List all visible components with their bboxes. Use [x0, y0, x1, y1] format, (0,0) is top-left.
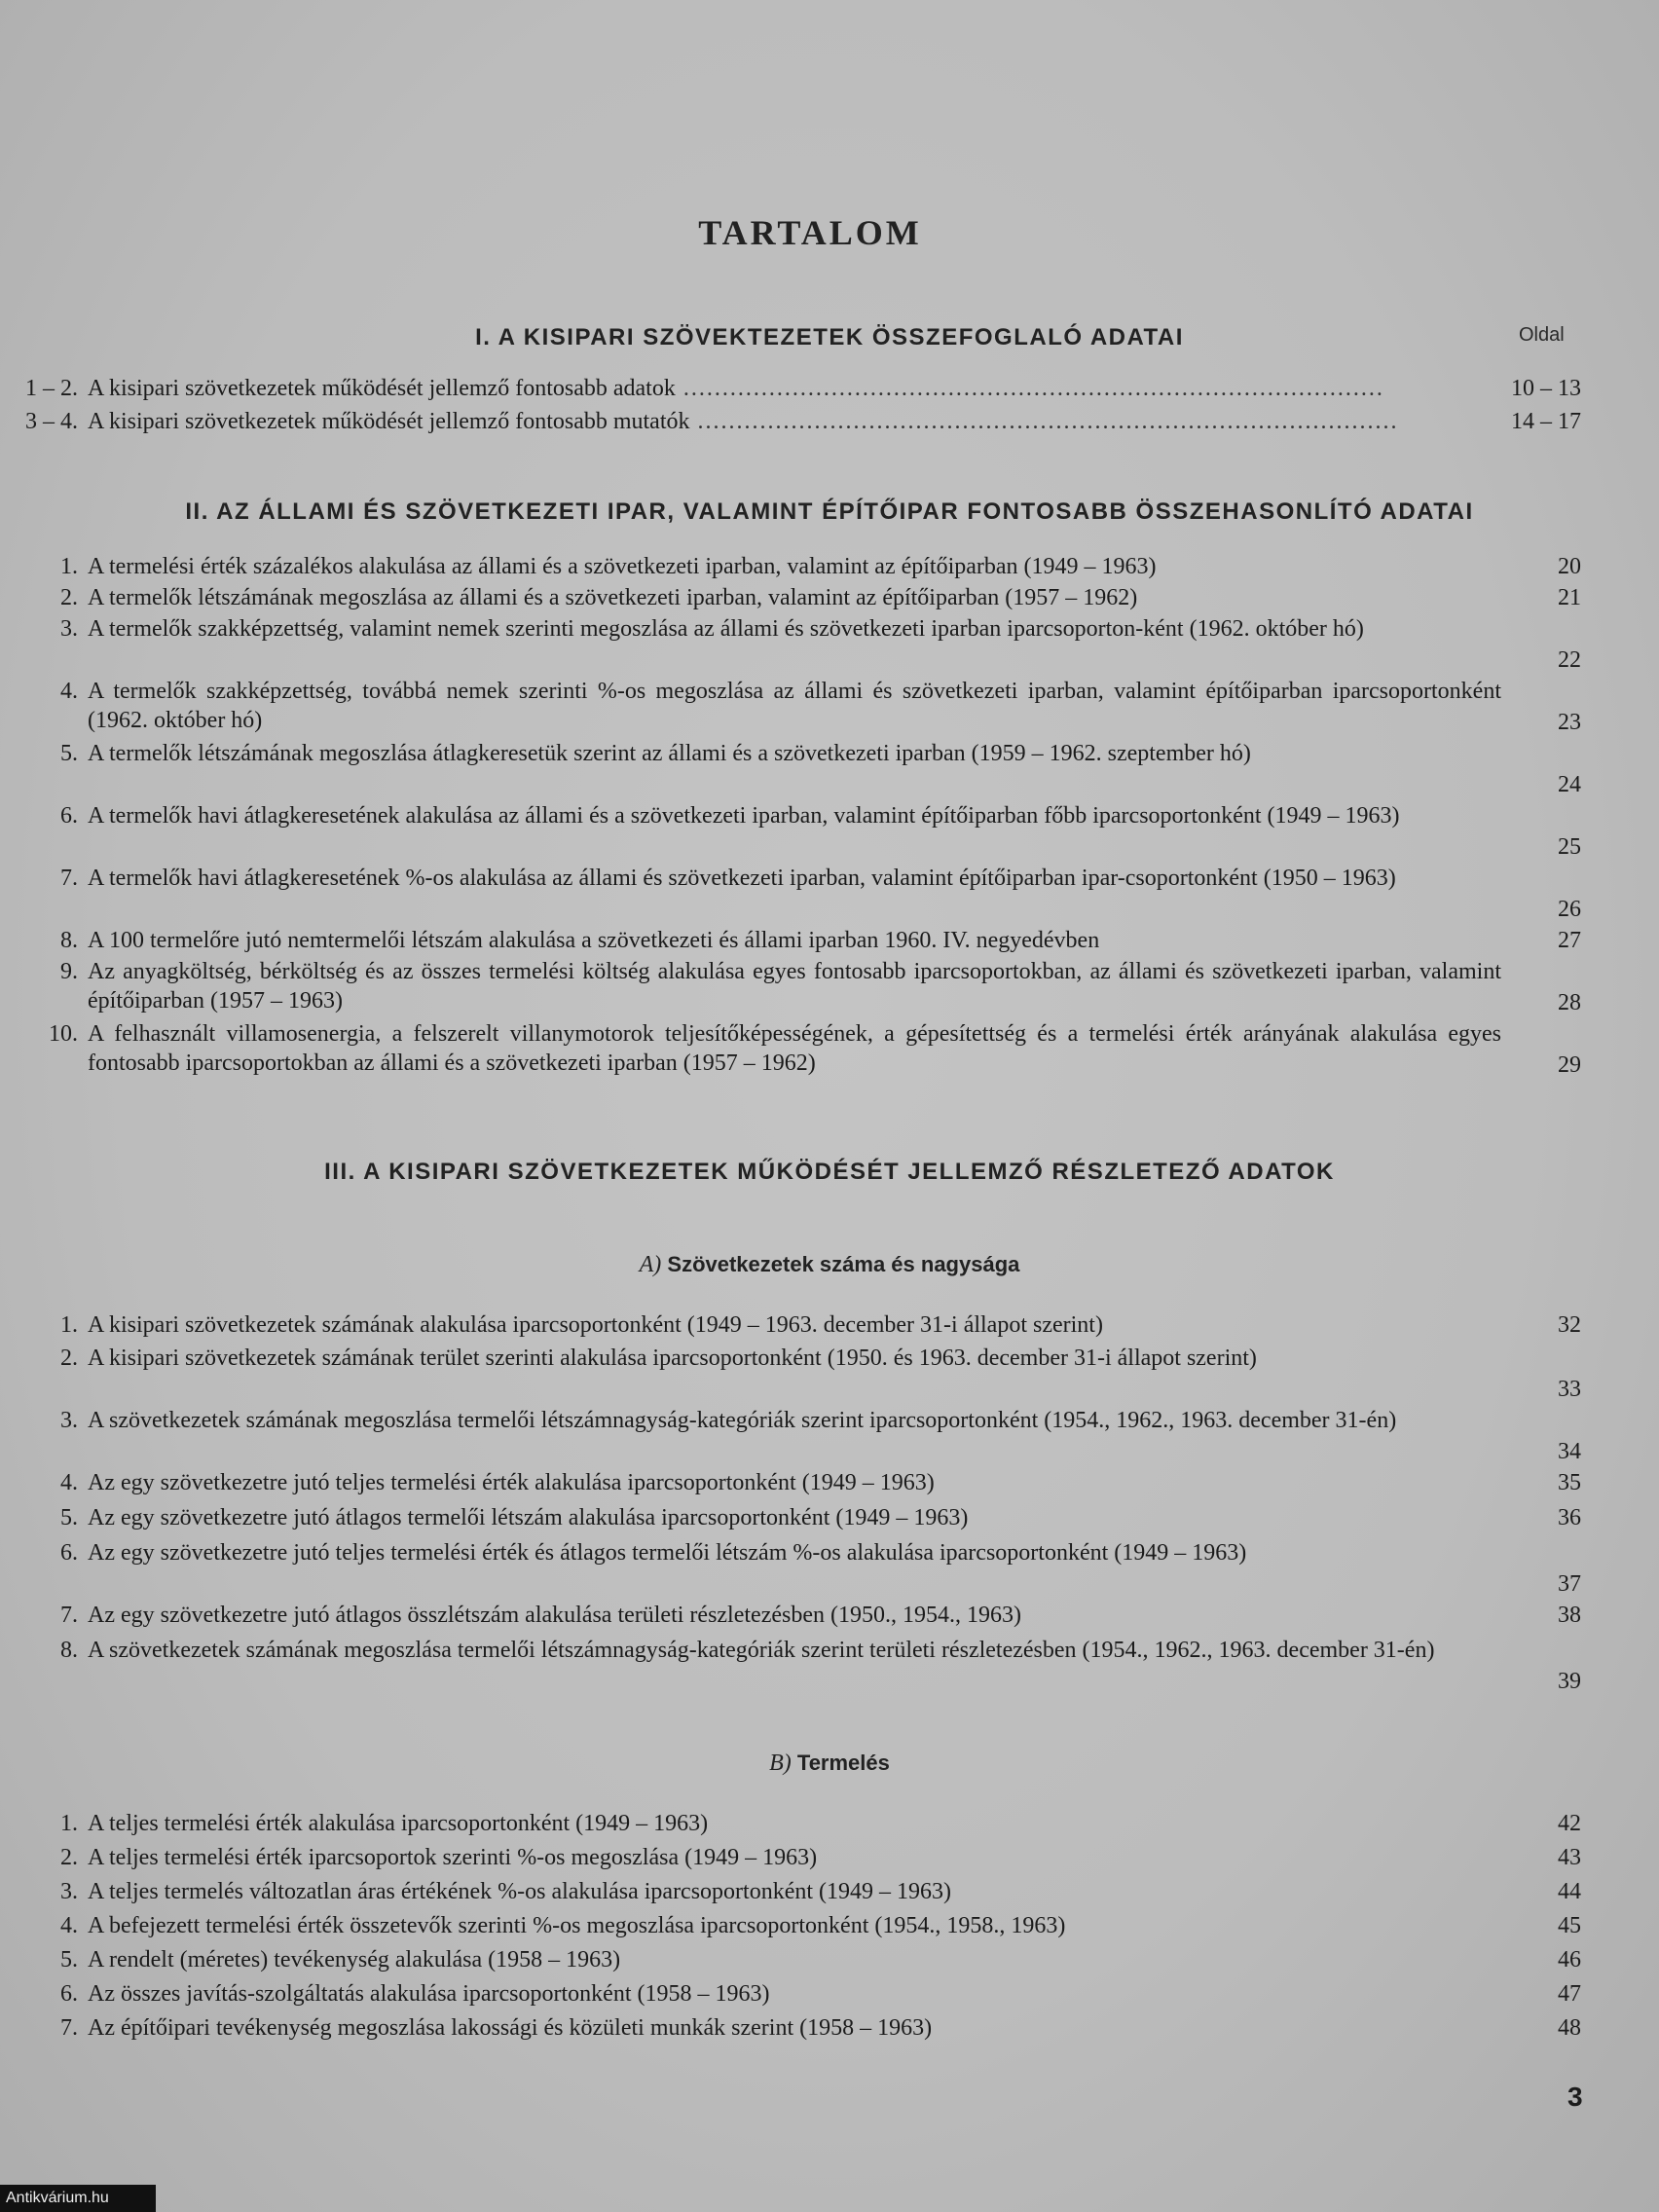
entry-number: 3.: [60, 1879, 78, 1904]
entry-title: A rendelt (méretes) tevékenység alakulása (1958 – 1963): [88, 1947, 621, 1972]
entry-page: 48: [1558, 2015, 1581, 2041]
entry-title: Az egy szövetkezetre jutó teljes termelési érték és átlagos termelői létszám %-os alakulása iparcsoportonként (1949 – 1963): [88, 1540, 1247, 1566]
subsection-letter: B): [769, 1751, 792, 1776]
entry-number: 3.: [60, 1408, 78, 1433]
entry-number: 8.: [60, 1638, 78, 1663]
entry-title: A felhasznált villamosenergia, a felszerelt villanymotorok teljesítőképességének, a gépesítettség és a termelési érték arányának alakulása egyes fontosabb iparcsoportokban az állami és a szövetkezeti iparban (1957 – 1962): [88, 1021, 1501, 1076]
entry-page: 38: [1558, 1603, 1581, 1628]
entry-page: 32: [1558, 1312, 1581, 1338]
entry-page: 37: [1558, 1571, 1581, 1597]
entry-page: 43: [1558, 1845, 1581, 1870]
entry-title: A kisipari szövetkezetek számának alakulása iparcsoportonként (1949 – 1963. december 31-i állapot szerint): [88, 1312, 1103, 1338]
entry-number: 1.: [60, 554, 78, 579]
entry-title: Az egy szövetkezetre jutó átlagos összlétszám alakulása területi részletezésben (1950., 1954., 1963): [88, 1603, 1021, 1628]
entry-title: A kisipari szövetkezetek működését jellemző fontosabb adatok: [88, 376, 676, 401]
entry-number: 1.: [60, 1312, 78, 1338]
entry-page: 33: [1558, 1377, 1581, 1402]
entry-title: A befejezett termelési érték összetevők szerinti %-os megoszlása iparcsoportonként (1954., 1958., 1963): [88, 1913, 1066, 1938]
entry-number: 2.: [60, 585, 78, 610]
page-column-label: Oldal: [1519, 324, 1565, 346]
entry-number: 5.: [60, 1505, 78, 1530]
subsection-title: Termelés: [796, 1751, 890, 1775]
leader-dots: ..........................................................................................: [689, 409, 1399, 434]
entry-page: 22: [1558, 647, 1581, 673]
entry-title: A termelők havi átlagkeresetének %-os alakulása az állami és szövetkezeti iparban, valamint építőiparban ipar-csoportonként (1950 – 1963): [88, 866, 1396, 891]
entry-number: 7.: [60, 1603, 78, 1628]
entry-number: 6.: [60, 1540, 78, 1566]
entry-title: Az egy szövetkezetre jutó átlagos termelői létszám alakulása iparcsoportonként (1949 – 1963): [88, 1505, 969, 1530]
section-i-heading: I. A KISIPARI SZÖVEKTEZETEK ÖSSZEFOGLALÓ ADATAI: [475, 324, 1184, 350]
entry-number: 9.: [60, 959, 78, 984]
entry-title: A kisipari szövetkezetek számának terület szerinti alakulása iparcsoportonként (1950. és 1963. december 31-i állapot szerint): [88, 1346, 1257, 1371]
entry-page: 23: [1558, 710, 1581, 735]
entry-title: A termelők havi átlagkeresetének alakulása az állami és a szövetkezeti iparban, valamint építőiparban főbb iparcsoportonként (1949 – 1963): [88, 803, 1400, 829]
entry-number: 7.: [60, 866, 78, 891]
entry-title: A termelők létszámának megoszlása az állami és a szövetkezeti iparban, valamint az építőiparban (1957 – 1962): [88, 585, 1138, 610]
entry-title: A termelők létszámának megoszlása átlagkeresetük szerint az állami és a szövetkezeti iparban (1959 – 1962. szeptember hó): [88, 741, 1251, 766]
entry-title: A 100 termelőre jutó nemtermelői létszám alakulása a szövetkezeti és állami iparban 1960. IV. negyedévben: [88, 928, 1100, 953]
entry-number: 4.: [60, 1470, 78, 1495]
entry-page: 14 – 17: [1511, 409, 1581, 434]
entry-number: 10.: [49, 1021, 78, 1047]
entry-page: 28: [1558, 990, 1581, 1015]
subsection-title: Szövetkezetek száma és nagysága: [667, 1252, 1020, 1276]
entry-title: A szövetkezetek számának megoszlása termelői létszámnagyság-kategóriák szerint iparcsoportonként (1954., 1962., 1963. december 31-én): [88, 1408, 1397, 1433]
entry-number: 4.: [60, 1913, 78, 1938]
entry-number: 6.: [60, 1981, 78, 2007]
entry-title: Az anyagköltség, bérköltség és az összes termelési költség alakulása egyes fontosabb iparcsoportokban, az állami és szövetkezeti iparban, valamint építőiparban (1957 – 1963): [88, 959, 1501, 1014]
section-iii-heading: III. A KISIPARI SZÖVETKEZETEK MŰKÖDÉSÉT JELLEMZŐ RÉSZLETEZŐ ADATOK: [324, 1159, 1335, 1185]
entry-page: 24: [1558, 772, 1581, 797]
entry-title: A termelési érték százalékos alakulása az állami és a szövetkezeti iparban, valamint az építőiparban (1949 – 1963): [88, 554, 1157, 579]
entry-page: 35: [1558, 1470, 1581, 1495]
entry-page: 46: [1558, 1947, 1581, 1972]
entry-page: 47: [1558, 1981, 1581, 2007]
entry-number: 6.: [60, 803, 78, 829]
leader-dots: ..........................................................................................: [675, 376, 1384, 401]
entry-page: 10 – 13: [1511, 376, 1581, 401]
subsection-letter: A): [639, 1252, 662, 1277]
entry-page: 29: [1558, 1052, 1581, 1078]
entry-number: 3.: [60, 616, 78, 642]
subsection-a-heading: [0, 1252, 1659, 1278]
entry-page: 26: [1558, 897, 1581, 922]
entry-number: 1 – 2.: [25, 376, 78, 401]
entry-page: 36: [1558, 1505, 1581, 1530]
entry-number: 8.: [60, 928, 78, 953]
entry-title: Az építőipari tevékenység megoszlása lakossági és közületi munkák szerint (1958 – 1963): [88, 2015, 933, 2041]
entry-title: A kisipari szövetkezetek működését jellemző fontosabb mutatók: [88, 409, 690, 434]
entry-page: 21: [1558, 585, 1581, 610]
entry-number: 5.: [60, 741, 78, 766]
entry-title: Az összes javítás-szolgáltatás alakulása iparcsoportonként (1958 – 1963): [88, 1981, 770, 2007]
page-title: TARTALOM: [698, 213, 922, 252]
entry-title: A teljes termelési érték iparcsoportok szerinti %-os megoszlása (1949 – 1963): [88, 1845, 818, 1870]
entry-page: 34: [1558, 1439, 1581, 1464]
entry-number: 7.: [60, 2015, 78, 2041]
entry-title: A teljes termelési érték alakulása iparcsoportonként (1949 – 1963): [88, 1811, 709, 1836]
subsection-b-heading: [0, 1751, 1659, 1777]
entry-page: 42: [1558, 1811, 1581, 1836]
entry-number: 5.: [60, 1947, 78, 1972]
page-number: 3: [1567, 2082, 1583, 2112]
entry-page: 27: [1558, 928, 1581, 953]
entry-title: A termelők szakképzettség, valamint nemek szerinti megoszlása az állami és szövetkezeti iparban iparcsoporton-ként (1962. október hó): [88, 616, 1364, 642]
entry-page: 45: [1558, 1913, 1581, 1938]
entry-number: 2.: [60, 1845, 78, 1870]
entry-page: 39: [1558, 1669, 1581, 1694]
entry-title: Az egy szövetkezetre jutó teljes termelési érték alakulása iparcsoportonként (1949 – 1963): [88, 1470, 935, 1495]
entry-number: 1.: [60, 1811, 78, 1836]
entry-number: 4.: [60, 679, 78, 704]
entry-page: 25: [1558, 834, 1581, 860]
entry-title: A termelők szakképzettség, továbbá nemek szerinti %-os megoszlása az állami és szövetkezeti iparban, valamint építőiparban iparcsoportonként (1962. október hó): [88, 679, 1501, 733]
entry-number: 2.: [60, 1346, 78, 1371]
entry-page: 20: [1558, 554, 1581, 579]
entry-title: A teljes termelés változatlan áras értékének %-os alakulása iparcsoportonként (1949 – 1963): [88, 1879, 952, 1904]
watermark-logo: Antikvárium.hu: [0, 2185, 156, 2212]
entry-page: 44: [1558, 1879, 1581, 1904]
entry-number: 3 – 4.: [25, 409, 78, 434]
entry-title: A szövetkezetek számának megoszlása termelői létszámnagyság-kategóriák szerint területi részletezésben (1954., 1962., 1963. december 31-én): [88, 1638, 1435, 1663]
section-ii-heading: II. AZ ÁLLAMI ÉS SZÖVETKEZETI IPAR, VALAMINT ÉPÍTŐIPAR FONTOSABB ÖSSZEHASONLÍTÓ ADATAI: [185, 498, 1474, 525]
